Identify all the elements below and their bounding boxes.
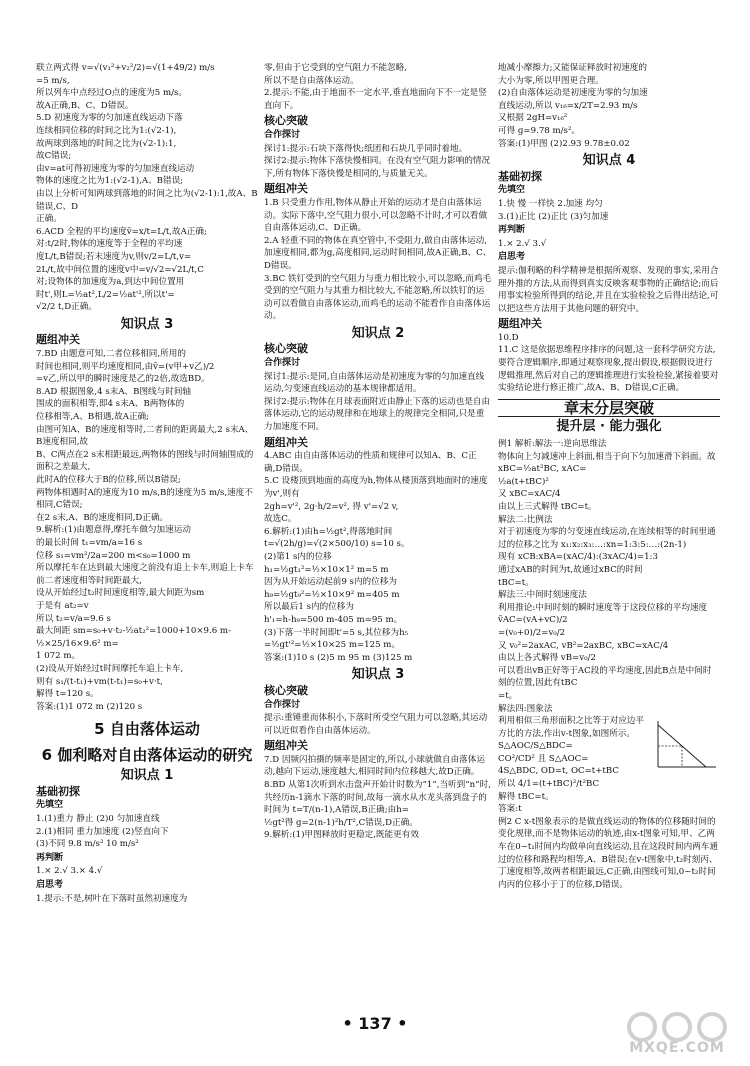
text-line: (2)第1 s内的位移 xyxy=(264,551,332,562)
text-line: 解法三:中间时刻速度法 xyxy=(498,590,587,601)
text-line: 位移相等,A、B相遇,故A正确; xyxy=(36,412,150,423)
text-line: CO²/CD² 且 S△AOC= xyxy=(498,753,589,764)
text-line: 2.提示:不能,由于地面不一定水平,垂直地面向下不一定是竖直向下。 xyxy=(264,88,487,111)
text-line: 度L/t,B错误;若末速度为v,则v/2=L/t,v= xyxy=(36,251,192,262)
watermark-logo-icon xyxy=(622,1010,732,1044)
knowledge-point-heading: 知识点 4 xyxy=(582,153,636,169)
text-line: 又根据 2gH=v₁₆² xyxy=(498,113,568,124)
subtitle-heading: 提升层 · 能力强化 xyxy=(556,419,662,435)
text-line: 时间也相同,则平均速度相同,由v̄=(v甲+v乙)/2 xyxy=(36,361,215,372)
text-line: ½gt²得 g=2(n-1)²h/T²,C错误,D正确。 xyxy=(264,817,418,828)
knowledge-point-heading: 知识点 3 xyxy=(351,667,405,683)
text-line: 2.(1)相同 重力加速度 (2)竖直向下 xyxy=(36,826,169,837)
text-line: 1.快 慢 一样快 2.加速 均匀 xyxy=(498,198,603,209)
text-line: 9.解析:(1)甲图释放时更稳定,既能更有效 xyxy=(264,830,419,841)
section-heading: 基础初探 xyxy=(498,169,542,183)
text-line: 2L/t,故中间位置的速度v中=v/√2=√2L/t,C xyxy=(36,264,204,275)
text-line: 4.ABC 由自由落体运动的性质和规律可以知A、B、C正确,D错误。 xyxy=(264,451,477,474)
text-line: 所以摩托车在达到最大速度之前没有追上卡车,则追上卡车前二者速度相等时间距最大, xyxy=(36,563,254,586)
text-line: 连续相同位移的时间之比为1:(√2-1), xyxy=(36,125,177,136)
section-heading: 基础初探 xyxy=(36,784,80,798)
text-line: 提示:重锤重而体积小,下落时所受空气阻力可以忽略,其运动可以近似看作自由落体运动。 xyxy=(264,713,488,736)
text-line: 故选C。 xyxy=(264,514,297,525)
subsection-heading: 再判断 xyxy=(498,225,526,236)
text-line: √2/2 t,D正确。 xyxy=(36,302,97,313)
watermark-text: MXQE.COM xyxy=(629,1040,725,1056)
subsection-heading: 再判断 xyxy=(36,852,64,863)
text-line: 4S△BDC, OD=t, OC=t+tBC xyxy=(498,766,619,777)
text-line: 对于初速度为零的匀变速直线运动,在连续相等的时间里通过的位移之比为 x₁:x₂:x₃:…:xn=1:3:5:…:(2n-1) xyxy=(498,527,716,550)
text-line: 3.BC 铁钉受到的空气阻力与重力相比较小,可以忽略,而鸡毛受到的空气阻力与其重力相比较大,不能忽略,所以铁钉的运动可以看做自由落体运动,而鸡毛的运动不能看作自由落体运动。 xyxy=(264,273,492,322)
text-line: 故C错误; xyxy=(36,151,72,162)
text-line: 解得 t=120 s。 xyxy=(36,689,99,700)
text-line: (3)下落一半时间即t'=5 s,其位移为h₅ xyxy=(264,627,409,638)
section-heading: 题组冲关 xyxy=(264,182,308,196)
chapter-banner: 章末分层突破 xyxy=(498,399,720,418)
text-line: 解得 tBC=t。 xyxy=(498,791,554,802)
text-line: 所以列车中点经过O点的速度为5 m/s。 xyxy=(36,88,188,99)
text-line: 探讨2:提示:物体下落快慢相同。在没有空气阻力影响的情况下,所有物体下落快慢是相同的,与质量无关。 xyxy=(264,156,491,179)
text-line: 设从开始经过t₂时间速度相等,最大间距为sm xyxy=(36,588,205,599)
text-line: tBC=t。 xyxy=(498,577,534,588)
knowledge-point-heading: 知识点 3 xyxy=(120,316,174,332)
column-left xyxy=(36,62,258,982)
text-line: 11.C 这是依据思维程序排序的问题,这一套科学研究方法,要符合逻辑顺序,即通过观察现象,提出假设,根据假设进行逻辑推理,然后对自己的逻辑推理进行实验检验,紧接着要对实验结论进行修正推广,故A、B、D错误,C正确。 xyxy=(498,345,719,394)
text-line: 可得 g=9.78 m/s²。 xyxy=(498,125,580,136)
text-line: 探讨1:提示:石块下落得快;纸团和石块几乎同时着地。 xyxy=(264,143,468,154)
lesson-title: 5 自由落体运动 xyxy=(94,720,200,739)
text-line: h₉=½gt₉²=½×10×9² m=405 m xyxy=(264,589,400,600)
section-heading: 题组冲关 xyxy=(264,739,308,753)
text-line: =v乙,所以甲的瞬时速度是乙的2倍,故选BD。 xyxy=(36,374,210,385)
subsection-heading: 合作探讨 xyxy=(264,129,301,140)
text-line: (2)设从开始经过t时间摩托车追上卡车, xyxy=(36,663,184,674)
text-line: 零,但由于它受到的空气阻力不能忽略, xyxy=(264,63,407,73)
text-line: 在2 s末,A、B的速度相同,D正确。 xyxy=(36,512,169,523)
text-line: 由图可知A、B的速度相等时,二者间的距离最大,2 s末A、B速度相同,故 xyxy=(36,424,254,448)
text-line: B、C两点在2 s末相距最远,两物体的图线与时间轴围成的面积之差最大, xyxy=(36,449,254,473)
text-line: 直线运动,所以 v₁₆=x/2T=2.93 m/s xyxy=(498,100,638,111)
text-line: 所以 4/1=(t+tBC)²/t²BC xyxy=(498,779,600,790)
text-line: 对;设物体的加速度为a,到达中间位置用 xyxy=(36,277,185,288)
text-line: 3.(1)正比 (2)正比 (3)匀加速 xyxy=(498,211,609,222)
knowledge-point-heading: 知识点 1 xyxy=(120,768,174,784)
text-line: ½a(t+tBC)² xyxy=(498,476,549,487)
section-heading: 核心突破 xyxy=(264,683,308,697)
text-line: 8.AD 根据图象,4 s末A、B图线与时间轴 xyxy=(36,386,192,397)
text-line: 例1 解析:解法一:逆向思维法 xyxy=(498,439,607,450)
text-line: 探讨2:提示:物体在月球表面附近由静止下落的运动也是自由落体运动,它的运动规律和在地球上的规律完全相同,只是重力加速度不同。 xyxy=(264,396,491,433)
text-line: 利用相似三角形面积之比等于对应边平方比的方法,作出v-t图象,如图所示。S△AOC/S△BDC= xyxy=(498,716,645,752)
text-line: 10.D xyxy=(498,332,519,343)
text-line: 地减小摩擦力;又能保证释放时初速度的 xyxy=(498,63,647,73)
text-line: 则有 s₁/(t-t₁)+vm(t-t₁)=s₀+v·t, xyxy=(36,676,163,687)
text-line: 1.× 2.√ 3.√ xyxy=(498,238,547,249)
section-heading: 题组冲关 xyxy=(264,435,308,449)
text-line: 位移 s₁=vm²/2a=200 m<s₀=1000 m xyxy=(36,550,191,561)
text-line: 所以最后1 s内的位移为 xyxy=(264,602,354,613)
text-line: 时t',则L=½at²,L/2=½at'²,所以t'= xyxy=(36,289,175,300)
subsection-heading: 启思考 xyxy=(498,252,526,263)
text-line: 最大间距 sm=s₀+v·t₂-½at₂²=1000+10×9.6 m-½×25/16×9.6² m= xyxy=(36,626,231,649)
text-line: 现有 xCB:xBA=(xAC/4):(3xAC/4)=1:3 xyxy=(498,552,658,563)
text-line: 9.解析:(1)由题意得,摩托车做匀加速运动 xyxy=(36,525,191,536)
section-heading: 题组冲关 xyxy=(36,333,80,347)
text-line: 所以不是自由落体运动。 xyxy=(264,75,359,86)
text-line: 2.A 轻重不同的物体在真空管中,不受阻力,做自由落体运动,加速度相同,都为g,高度相同,运动时间相同,故A正确,B、C、D错误。 xyxy=(264,235,492,271)
text-line: 故A正确,B、C、D错误。 xyxy=(36,100,134,111)
text-line: t=√(2h/g)=√(2×500/10) s=10 s。 xyxy=(264,539,410,550)
subsection-heading: 先填空 xyxy=(498,185,526,196)
text-line: 答案:(1)1 072 m (2)120 s xyxy=(36,701,143,712)
text-line: 围成的面积相等,即4 s末A、B两物体的 xyxy=(36,399,185,410)
text-line: 联立两式得 v=√(v₁²+v₂²/2)=√(1+49/2) m/s xyxy=(36,63,215,73)
text-line: 探讨1:提示:是同,自由落体运动是初速度为零的匀加速直线运动,匀变速直线运动的基本规律都适用。 xyxy=(264,371,485,395)
text-line: 又 xBC=xAC/4 xyxy=(498,489,561,500)
text-line: (2)自由落体运动是初速度为零的匀加速 xyxy=(498,88,648,99)
text-line: 例2 C x-t图象表示的是做直线运动的物体的位移随时间的变化规律,而不是物体运动的轨迹,由x-t图象可知,甲、乙两车在0~t₁时间内均做单向直线运动,且在这段时间内两车通过的位移和路程均相等,A、B错误;在v-t图象中,t₂时刻丙、丁速度相等,故两者相距最远,C正确,由图线可知,0~t₂时间内丙的位移小于丁的位移,D错误。 xyxy=(498,816,718,890)
text-line: =t。 xyxy=(498,690,518,701)
text-line: (3)不同 9.8 m/s² 10 m/s² xyxy=(36,839,139,850)
knowledge-point-heading: 知识点 2 xyxy=(351,325,405,341)
text-line: 解法二:比例法 xyxy=(498,514,553,525)
text-line: 答案:t xyxy=(498,804,522,815)
text-line: 可以看出vB正好等于AC段的平均速度,因此B点是中间时刻的位置,因此有tBC xyxy=(498,665,712,689)
text-line: 2gh=v'², 2g·h/2=v², 得 v'=√2 v, xyxy=(264,501,399,512)
text-line: 由以上分析可知两球到落地的时间之比为(√2-1):1,故A、B错误,C、D xyxy=(36,188,258,212)
text-line: 由以上三式解得 tBC=t。 xyxy=(498,502,597,512)
text-line: 因为从开始运动起前9 s内的位移为 xyxy=(264,577,397,588)
text-line: =½gt'²=½×10×25 m=125 m。 xyxy=(264,640,401,651)
text-line: 物体的速度之比为1:(√2-1),A、B错误; xyxy=(36,176,184,187)
text-line: 物体向上匀减速冲上斜面,相当于向下匀加速滑下斜面。故 xBC=½at²BC, xAC= xyxy=(498,451,716,475)
text-line: 于是有 at₂=v xyxy=(36,600,89,611)
section-heading: 核心突破 xyxy=(264,114,308,128)
text-line: 所以 t₂=v/a=9.6 s xyxy=(36,613,111,624)
text-line: 提示:伽利略的科学精神是根据所观察、发现的事实,采用合理外推的方法,从而得到真实反映客观事物的正确结论;而后用事实检验所得到的结论,并且在实验检验之后得出结论,可以把这些方法用于其他问题的研究中。 xyxy=(498,265,719,314)
text-line: 1.提示:不是,树叶在下落时虽然初速度为 xyxy=(36,893,188,904)
subsection-heading: 启思考 xyxy=(36,880,64,891)
text-line: 8.BD 从第1次听到水击盘声开始计时数为“1”,当听到“n”时,共经历n-1滴水下落的时间,故每一滴水从水龙头落到盘子的时间为 t=T/(n-1),A错误,B正确;由h= xyxy=(264,780,491,816)
text-line: 1.B 只受重力作用,物体从静止开始的运动才是自由落体运动。实际下落中,空气阻力很小,可以忽略不计时,才可以看做自由落体运动,C、D正确。 xyxy=(264,197,488,234)
text-line: 利用推论:中间时刻的瞬时速度等于这段位移的平均速度 v̄AC=(vA+vC)/2 xyxy=(498,602,708,626)
text-line: 故两球到落地的时间之比为(√2-1):1, xyxy=(36,138,177,149)
page-number: • 137 • xyxy=(342,1014,408,1033)
watermark xyxy=(622,1010,732,1060)
lesson-title: 6 伽利略对自由落体运动的研究 xyxy=(41,746,253,765)
text-line: 由v=at可得初速度为零的匀加速直线运动 xyxy=(36,163,195,174)
text-line: 6.解析:(1)由h=½gt²,得落地时间 xyxy=(264,526,393,537)
text-line: 5.D 初速度为零的匀加速直线运动下落 xyxy=(36,113,183,124)
text-line: 1.× 2.√ 3.× 4.√ xyxy=(36,866,103,877)
text-line: 的最长时间 t₁=vm/a=16 s xyxy=(36,537,143,548)
text-line: 又 v₀²=2axAC, vB²=2axBC, xBC=xAC/4 xyxy=(498,640,669,651)
text-line: h₁=½gt₁²=½×10×1² m=5 m xyxy=(264,564,389,575)
text-line: 7.D 因频闪拍摄的频率是固定的,所以,小球就做自由落体运动,越向下运动,速度越大,相同时间内位移越大,故D正确。 xyxy=(264,754,485,778)
text-line: 1 072 m。 xyxy=(36,651,81,662)
text-line: 答案:(1)甲图 (2)2.93 9.78±0.02 xyxy=(498,138,630,149)
column-middle xyxy=(264,62,492,982)
section-heading: 核心突破 xyxy=(264,342,308,356)
text-line: 对:t/2时,物体的速度等于全程的平均速 xyxy=(36,239,183,250)
text-line: 解法四:图象法 xyxy=(498,703,553,714)
text-line: 1.(1)重力 静止 (2)0 匀加速直线 xyxy=(36,814,160,825)
text-line: 正确。 xyxy=(36,214,62,225)
section-heading: 题组冲关 xyxy=(498,317,542,331)
subsection-heading: 先填空 xyxy=(36,800,64,811)
column-right xyxy=(498,62,720,992)
subsection-heading: 合作探讨 xyxy=(264,699,301,710)
text-line: 两物体相遇时A的速度为10 m/s,B的速度为5 m/s,速度不相同,C错误; xyxy=(36,487,253,511)
text-line: =(v₀+0)/2=v₀/2 xyxy=(498,627,566,638)
text-line: 5.C 设楼顶到地面的高度为h,物体从楼顶落到地面时的速度为v',则有 xyxy=(264,476,488,499)
text-line: 7.BD 由题意可知,二者位移相同,所用的 xyxy=(36,349,186,360)
text-line: 答案:(1)10 s (2)5 m 95 m (3)125 m xyxy=(264,652,413,663)
text-line: 通过xAB的时间为t,故通过xBC的时间 xyxy=(498,564,643,575)
text-line: 6.ACD 全程的平均速度v̄=x/t=L/t,故A正确; xyxy=(36,226,207,237)
text-line: 此时A的位移大于B的位移,所以B错误; xyxy=(36,475,181,485)
text-line: 大小为零,所以甲图更合理。 xyxy=(498,75,604,86)
vt-graph-figure xyxy=(650,717,720,773)
subsection-heading: 合作探讨 xyxy=(264,358,301,369)
text-line: h'₁=h-h₉=500 m-405 m=95 m。 xyxy=(264,614,403,625)
text-line: 由以上各式解得 vB=v₀/2 xyxy=(498,653,596,664)
text-line: =5 m/s, xyxy=(36,75,70,86)
